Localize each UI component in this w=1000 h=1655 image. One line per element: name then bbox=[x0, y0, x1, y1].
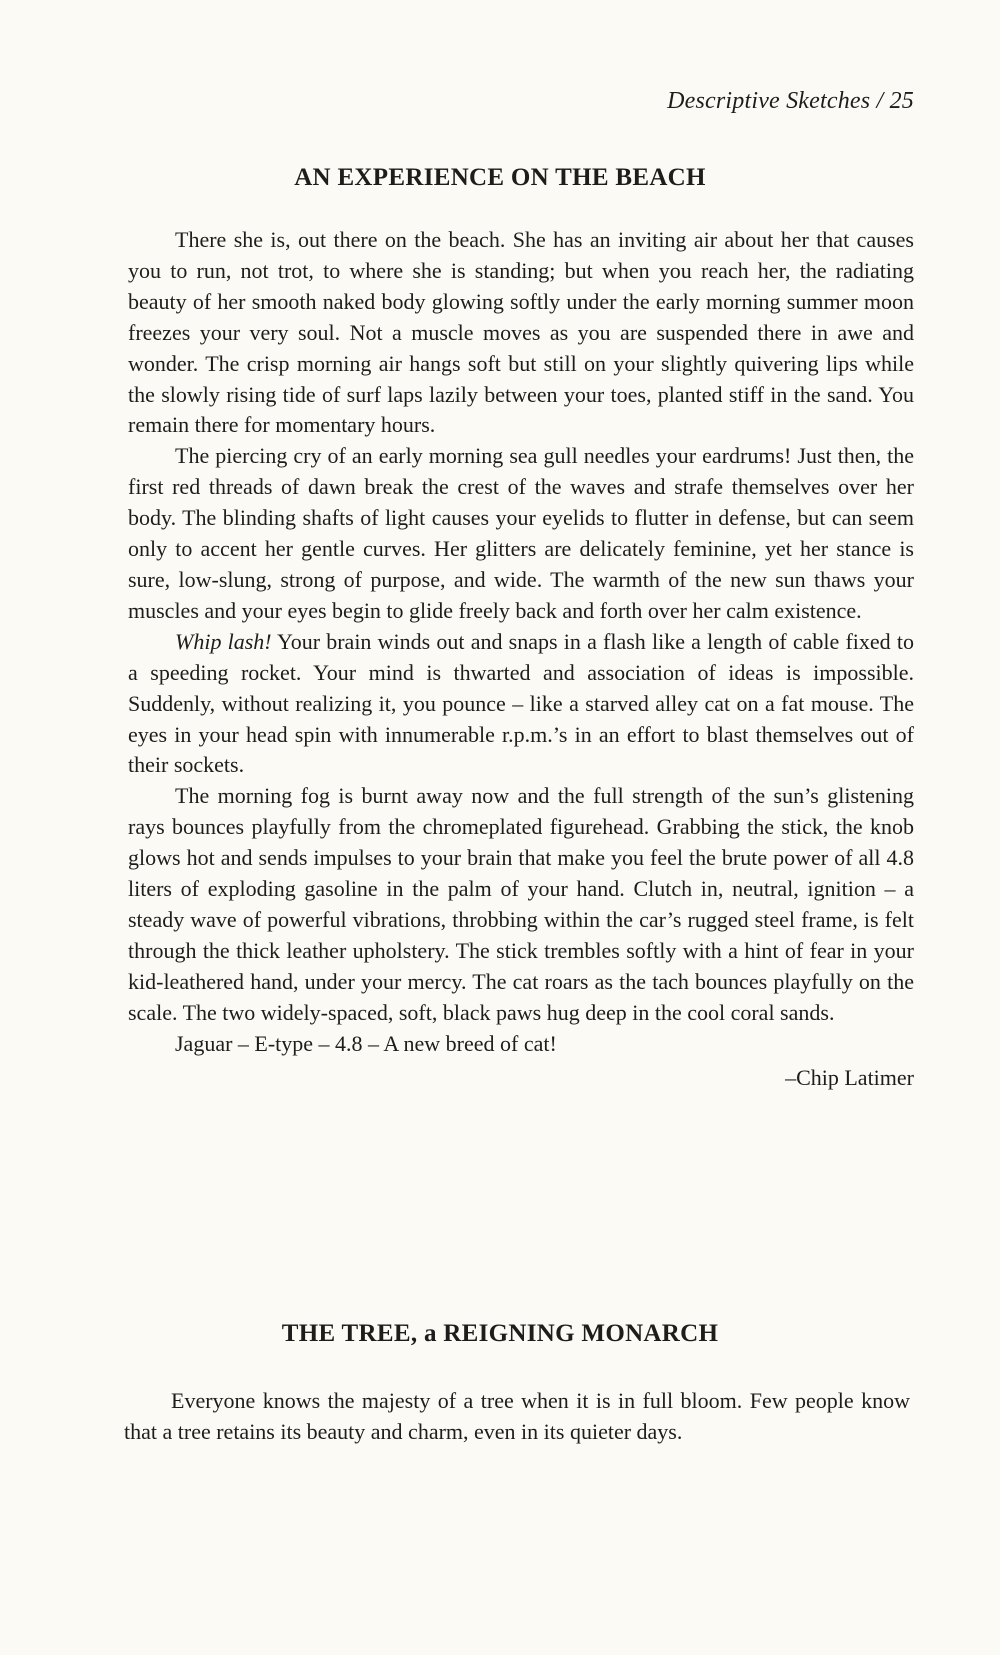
article-title-beach: AN EXPERIENCE ON THE BEACH bbox=[294, 164, 706, 191]
article-title-tree: THE TREE, a REIGNING MONARCH bbox=[281, 1320, 719, 1347]
paragraph: The piercing cry of an early morning sea gull needles your eardrums! Just then, the first red threads of dawn break the crest of the waves and strafe themselves over her body. The blinding shafts of light causes your eyelids to flutter in defense, but can seem only to accent her gentle curves. Her glitters are delicately feminine, yet her stance is sure, low-slung, strong of purpose, and wide. The warmth of the new sun thaws your muscles and your eyes begin to glide freely back and forth over her calm existence. bbox=[128, 443, 914, 623]
paragraph: The morning fog is burnt away now and the full strength of the sun’s glistening rays bounces playfully from the chromeplated figurehead. Grabbing the stick, the knob glows hot and sends impulses to your brain that make you feel the brute power of all 4.8 liters of exploding gasoline in the palm of your hand. Clutch in, neutral, ignition – a steady wave of powerful vibrations, throbbing within the car’s rugged steel frame, is felt through the thick leather upholstery. The stick trembles softly with a hint of fear in your kid-leathered hand, under your mercy. The cat roars as the tach bounces playfully on the scale. The two widely-spaced, soft, black paws hug deep in the cool coral sands. bbox=[128, 783, 914, 1025]
paragraph: Everyone knows the majesty of a tree when it is in full bloom. Few people know that a tree retains its beauty and charm, even in its quieter days. bbox=[124, 1388, 910, 1444]
article-body-tree bbox=[124, 1386, 910, 1448]
italic-phrase: Whip lash! bbox=[175, 628, 272, 654]
paragraph: There she is, out there on the beach. She has an inviting air about her that causes you to run, not trot, to where she is standing; but when you reach her, the radiating beauty of her smooth naked body glowing softly under the early morning summer moon freezes your very soul. Not a muscle moves as you are suspended there in awe and wonder. The crisp morning air hangs soft but still on your slightly quivering lips while the slowly rising tide of surf laps lazily between your toes, planted stiff in the sand. You remain there for momentary hours. bbox=[128, 227, 914, 438]
author-signature: –Chip Latimer bbox=[785, 1065, 914, 1091]
closing-line: Jaguar – E-type – 4.8 – A new breed of cat! bbox=[175, 1030, 557, 1056]
paragraph bbox=[128, 627, 914, 782]
running-header: Descriptive Sketches / 25 bbox=[667, 88, 914, 114]
article-body-beach bbox=[128, 225, 914, 1094]
paragraph-text: Your brain winds out and snaps in a flash like a length of cable fixed to a speeding rocket. Your mind is thwarted and association of ideas is impossible. Suddenly, without realizing it, you pounce – like a starved alley cat on a fat mouse. The eyes in your head spin with innumerable r.p.m.’s in an effort to blast themselves out of their sockets. bbox=[128, 628, 914, 778]
